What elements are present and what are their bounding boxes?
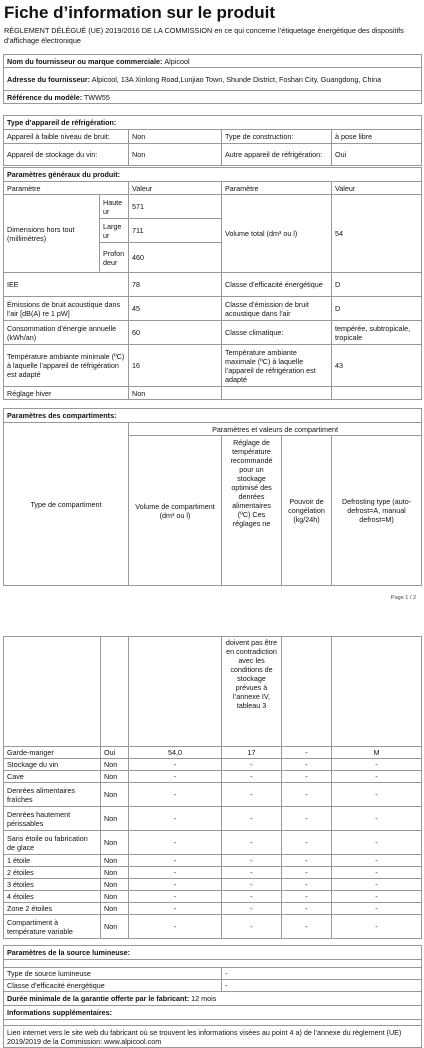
- guarantee-row: [4, 992, 422, 1006]
- p2-empty-volume: [129, 637, 222, 747]
- winter-label: Réglage hiver: [4, 387, 129, 400]
- low-noise-label: Appareil à faible niveau de bruit:: [4, 130, 129, 144]
- compartments-table-p1: [3, 408, 422, 586]
- depth-value: 460: [129, 243, 222, 273]
- compartment-temp: -: [222, 831, 282, 855]
- general-table: [3, 167, 422, 400]
- compartment-freeze: -: [282, 879, 332, 891]
- defrost-header: Defrosting type (auto-defrost=A, manual defrost=M): [332, 436, 422, 586]
- compartment-name: Compartiment à température variable: [4, 915, 101, 939]
- low-noise-value: Non: [129, 130, 222, 144]
- max-temp-label: Température ambiante maximale (ºC) à laquelle l’appareil de réfrigération est adapté: [222, 345, 332, 387]
- appliance-table: [3, 115, 422, 166]
- light-spacer: [4, 960, 422, 968]
- col-value-1: Valeur: [129, 182, 222, 195]
- compartment-volume: -: [129, 903, 222, 915]
- compartment-rows: [4, 747, 422, 939]
- consumption-label: Consommation d’énergie annuelle (kWh/an): [4, 321, 129, 345]
- supplier-address-row: Adresse du fournisseur: Alpicool, 13A Xinlong Road,Lunjiao Town, Shunde District, Foshan City, Guangdong, China: [4, 68, 422, 91]
- iee-value: 78: [129, 273, 222, 297]
- min-temp-value: 16: [129, 345, 222, 387]
- compartment-present: Non: [101, 855, 129, 867]
- col-value-2: Valeur: [332, 182, 422, 195]
- winter-value: Non: [129, 387, 222, 400]
- model-value: TWW55: [83, 92, 110, 102]
- compartment-temp: -: [222, 855, 282, 867]
- compartment-freeze: -: [282, 891, 332, 903]
- compartment-present: Non: [101, 867, 129, 879]
- compartment-temp: -: [222, 879, 282, 891]
- compartment-temp: -: [222, 891, 282, 903]
- page-2: [0, 630, 424, 1048]
- light-class-label: Classe d’efficacité énergétique: [4, 980, 222, 992]
- compartment-name: 1 étoile: [4, 855, 101, 867]
- light-table: [3, 945, 422, 1048]
- width-value: 711: [129, 219, 222, 243]
- compartment-volume: 54,0: [129, 747, 222, 759]
- supplier-name-row: Nom du fournisseur ou marque commerciale: Alpicool: [4, 55, 422, 68]
- volume-label: Volume total (dm³ ou l): [222, 195, 332, 273]
- compartment-freeze: -: [282, 759, 332, 771]
- compartment-present: Non: [101, 807, 129, 831]
- compartment-name: Cave: [4, 771, 101, 783]
- compartment-freeze: -: [282, 771, 332, 783]
- p2-empty-freeze: [282, 637, 332, 747]
- compartment-volume: -: [129, 891, 222, 903]
- page-number: Page 1 / 2: [390, 595, 416, 601]
- compartment-row: [4, 747, 422, 759]
- supplier-address-value: Alpicool, 13A Xinlong Road,Lunjiao Town, Shunde District, Foshan City, Guangdong, China: [91, 74, 382, 84]
- consumption-value: 60: [129, 321, 222, 345]
- appliance-heading: Type d’appareil de réfrigération:: [4, 116, 422, 130]
- winter-empty-2: [332, 387, 422, 400]
- compartment-type-header: Type de compartiment: [4, 423, 129, 586]
- light-class-value: -: [222, 980, 422, 992]
- compartment-name: Garde-manger: [4, 747, 101, 759]
- compartment-defrost: -: [332, 879, 422, 891]
- compartment-name: Sans étoile ou fabrication de glace: [4, 831, 101, 855]
- min-temp-label: Température ambiante minimale (ºC) à laquelle l’appareil de réfrigération est adapté: [4, 345, 129, 387]
- general-heading: Paramètres généraux du produit:: [4, 168, 422, 182]
- compartment-temp: -: [222, 807, 282, 831]
- noise-label: Émissions de bruit acoustique dans l’air [dB(A) re 1 pW]: [4, 297, 129, 321]
- compartment-row: [4, 903, 422, 915]
- compartment-volume: -: [129, 879, 222, 891]
- compartment-defrost: -: [332, 903, 422, 915]
- col-param-2: Paramètre: [222, 182, 332, 195]
- max-temp-value: 43: [332, 345, 422, 387]
- noise-value: 45: [129, 297, 222, 321]
- compartment-volume: -: [129, 771, 222, 783]
- volume-header: Volume de compartiment (dm³ ou l): [129, 436, 222, 586]
- other-label: Autre appareil de réfrigération:: [222, 144, 332, 166]
- compartment-freeze: -: [282, 867, 332, 879]
- noise-class-value: D: [332, 297, 422, 321]
- construction-value: à pose libre: [332, 130, 422, 144]
- p2-empty-type: [4, 637, 101, 747]
- model-row: Référence du modèle: TWW55: [4, 91, 422, 104]
- compartment-freeze: -: [282, 915, 332, 939]
- compartment-volume: -: [129, 831, 222, 855]
- compartment-temp: 17: [222, 747, 282, 759]
- compartment-group-header: Paramètres et valeurs de compartiment: [129, 423, 422, 436]
- supplier-name-value: Alpicool: [164, 56, 190, 66]
- light-type-value: -: [222, 968, 422, 980]
- compartment-freeze: -: [282, 747, 332, 759]
- climate-label: Classe climatique:: [222, 321, 332, 345]
- depth-label: Profondeur: [100, 243, 129, 273]
- wine-value: Non: [129, 144, 222, 166]
- compartment-defrost: -: [332, 807, 422, 831]
- compartment-present: Non: [101, 915, 129, 939]
- compartment-present: Non: [101, 831, 129, 855]
- compartment-freeze: -: [282, 807, 332, 831]
- compartment-defrost: M: [332, 747, 422, 759]
- compartment-temp: -: [222, 783, 282, 807]
- guarantee-value: 12 mois: [191, 994, 217, 1003]
- compartment-freeze: -: [282, 831, 332, 855]
- compartment-row: [4, 807, 422, 831]
- compartment-name: Denrées hautement périssables: [4, 807, 101, 831]
- compartment-name: 2 étoiles: [4, 867, 101, 879]
- height-label: Hauteur: [100, 195, 129, 219]
- compartment-name: 3 étoiles: [4, 879, 101, 891]
- compartment-freeze: -: [282, 783, 332, 807]
- energy-class-label: Classe d’efficacité énergétique: [222, 273, 332, 297]
- compartment-name: 4 étoiles: [4, 891, 101, 903]
- compartment-temp: -: [222, 867, 282, 879]
- compartment-defrost: -: [332, 783, 422, 807]
- compartment-name: Stockage du vin: [4, 759, 101, 771]
- compartment-defrost: -: [332, 855, 422, 867]
- light-type-label: Type de source lumineuse: [4, 968, 222, 980]
- compartment-temp: -: [222, 915, 282, 939]
- wine-label: Appareil de stockage du vin:: [4, 144, 129, 166]
- compartment-present: Non: [101, 879, 129, 891]
- regulation-text: RÈGLEMENT DÉLÉGUÉ (UE) 2019/2016 DE LA COMMISSION en ce qui concerne l’étiquetage énergétique des dispositifs d’affichage électronique: [4, 26, 404, 45]
- compartment-defrost: -: [332, 831, 422, 855]
- compartment-temp: -: [222, 759, 282, 771]
- compartment-defrost: -: [332, 771, 422, 783]
- construction-label: Type de construction:: [222, 130, 332, 144]
- compartment-row: [4, 855, 422, 867]
- compartment-row: [4, 831, 422, 855]
- compartment-volume: -: [129, 759, 222, 771]
- freezing-header: Pouvoir de congélation (kg/24h): [282, 436, 332, 586]
- winter-empty-1: [222, 387, 332, 400]
- page-title: Fiche d’information sur le produit: [4, 3, 276, 22]
- other-value: Oui: [332, 144, 422, 166]
- compartment-defrost: -: [332, 891, 422, 903]
- compartment-row: [4, 879, 422, 891]
- supplier-table: [3, 54, 422, 104]
- compartment-freeze: -: [282, 855, 332, 867]
- compartment-volume: -: [129, 855, 222, 867]
- info-text: Lien internet vers le site web du fabricant où se trouvent les informations visées au point 4 a) de l’annexe du règlement (UE) 2019/2019 de la Commission: www.alpicool.com: [4, 1026, 422, 1048]
- width-label: Largeur: [100, 219, 129, 243]
- compartment-row: [4, 759, 422, 771]
- iee-label: IEE: [4, 273, 129, 297]
- compartment-present: Non: [101, 759, 129, 771]
- col-param-1: Paramètre: [4, 182, 129, 195]
- compartments-table-p2: [3, 636, 422, 939]
- compartment-name: Zone 2 étoiles: [4, 903, 101, 915]
- compartment-defrost: -: [332, 867, 422, 879]
- compartment-present: Non: [101, 783, 129, 807]
- p2-empty-defrost: [332, 637, 422, 747]
- info-heading: Informations supplémentaires:: [4, 1006, 422, 1020]
- noise-class-label: Classe d’émission de bruit acoustique dans l’air: [222, 297, 332, 321]
- compartment-volume: -: [129, 783, 222, 807]
- compartment-present: Oui: [101, 747, 129, 759]
- volume-value: 54: [332, 195, 422, 273]
- p2-empty-present: [101, 637, 129, 747]
- compartment-row: [4, 771, 422, 783]
- compartment-row: [4, 915, 422, 939]
- compartment-present: Non: [101, 891, 129, 903]
- compartment-volume: -: [129, 807, 222, 831]
- setting-header-p2: doivent pas être en contradiction avec les conditions de stockage prévues à l’annexe IV, tableau 3: [222, 637, 282, 747]
- light-heading: Paramètres de la source lumineuse:: [4, 946, 422, 960]
- setting-header-p1: Réglage de température recommandé pour un stockage optimisé des denrées alimentaires (ºC) Ces réglages ne: [222, 436, 282, 586]
- guarantee-label: Durée minimale de la garantie offerte par le fabricant:: [7, 994, 190, 1003]
- dims-label: Dimensions hors tout (millimètres): [4, 195, 100, 273]
- compartment-present: Non: [101, 903, 129, 915]
- compartment-row: [4, 783, 422, 807]
- compartment-row: [4, 891, 422, 903]
- compartment-freeze: -: [282, 903, 332, 915]
- compartments-heading: Paramètres des compartiments:: [4, 409, 422, 423]
- compartment-temp: -: [222, 771, 282, 783]
- compartment-name: Denrées alimentaires fraîches: [4, 783, 101, 807]
- energy-class-value: D: [332, 273, 422, 297]
- compartment-volume: -: [129, 915, 222, 939]
- compartment-defrost: -: [332, 915, 422, 939]
- compartment-temp: -: [222, 903, 282, 915]
- climate-value: tempérée, subtropicale, tropicale: [332, 321, 422, 345]
- compartment-row: [4, 867, 422, 879]
- compartment-volume: -: [129, 867, 222, 879]
- compartment-defrost: -: [332, 759, 422, 771]
- height-value: 571: [129, 195, 222, 219]
- compartment-present: Non: [101, 771, 129, 783]
